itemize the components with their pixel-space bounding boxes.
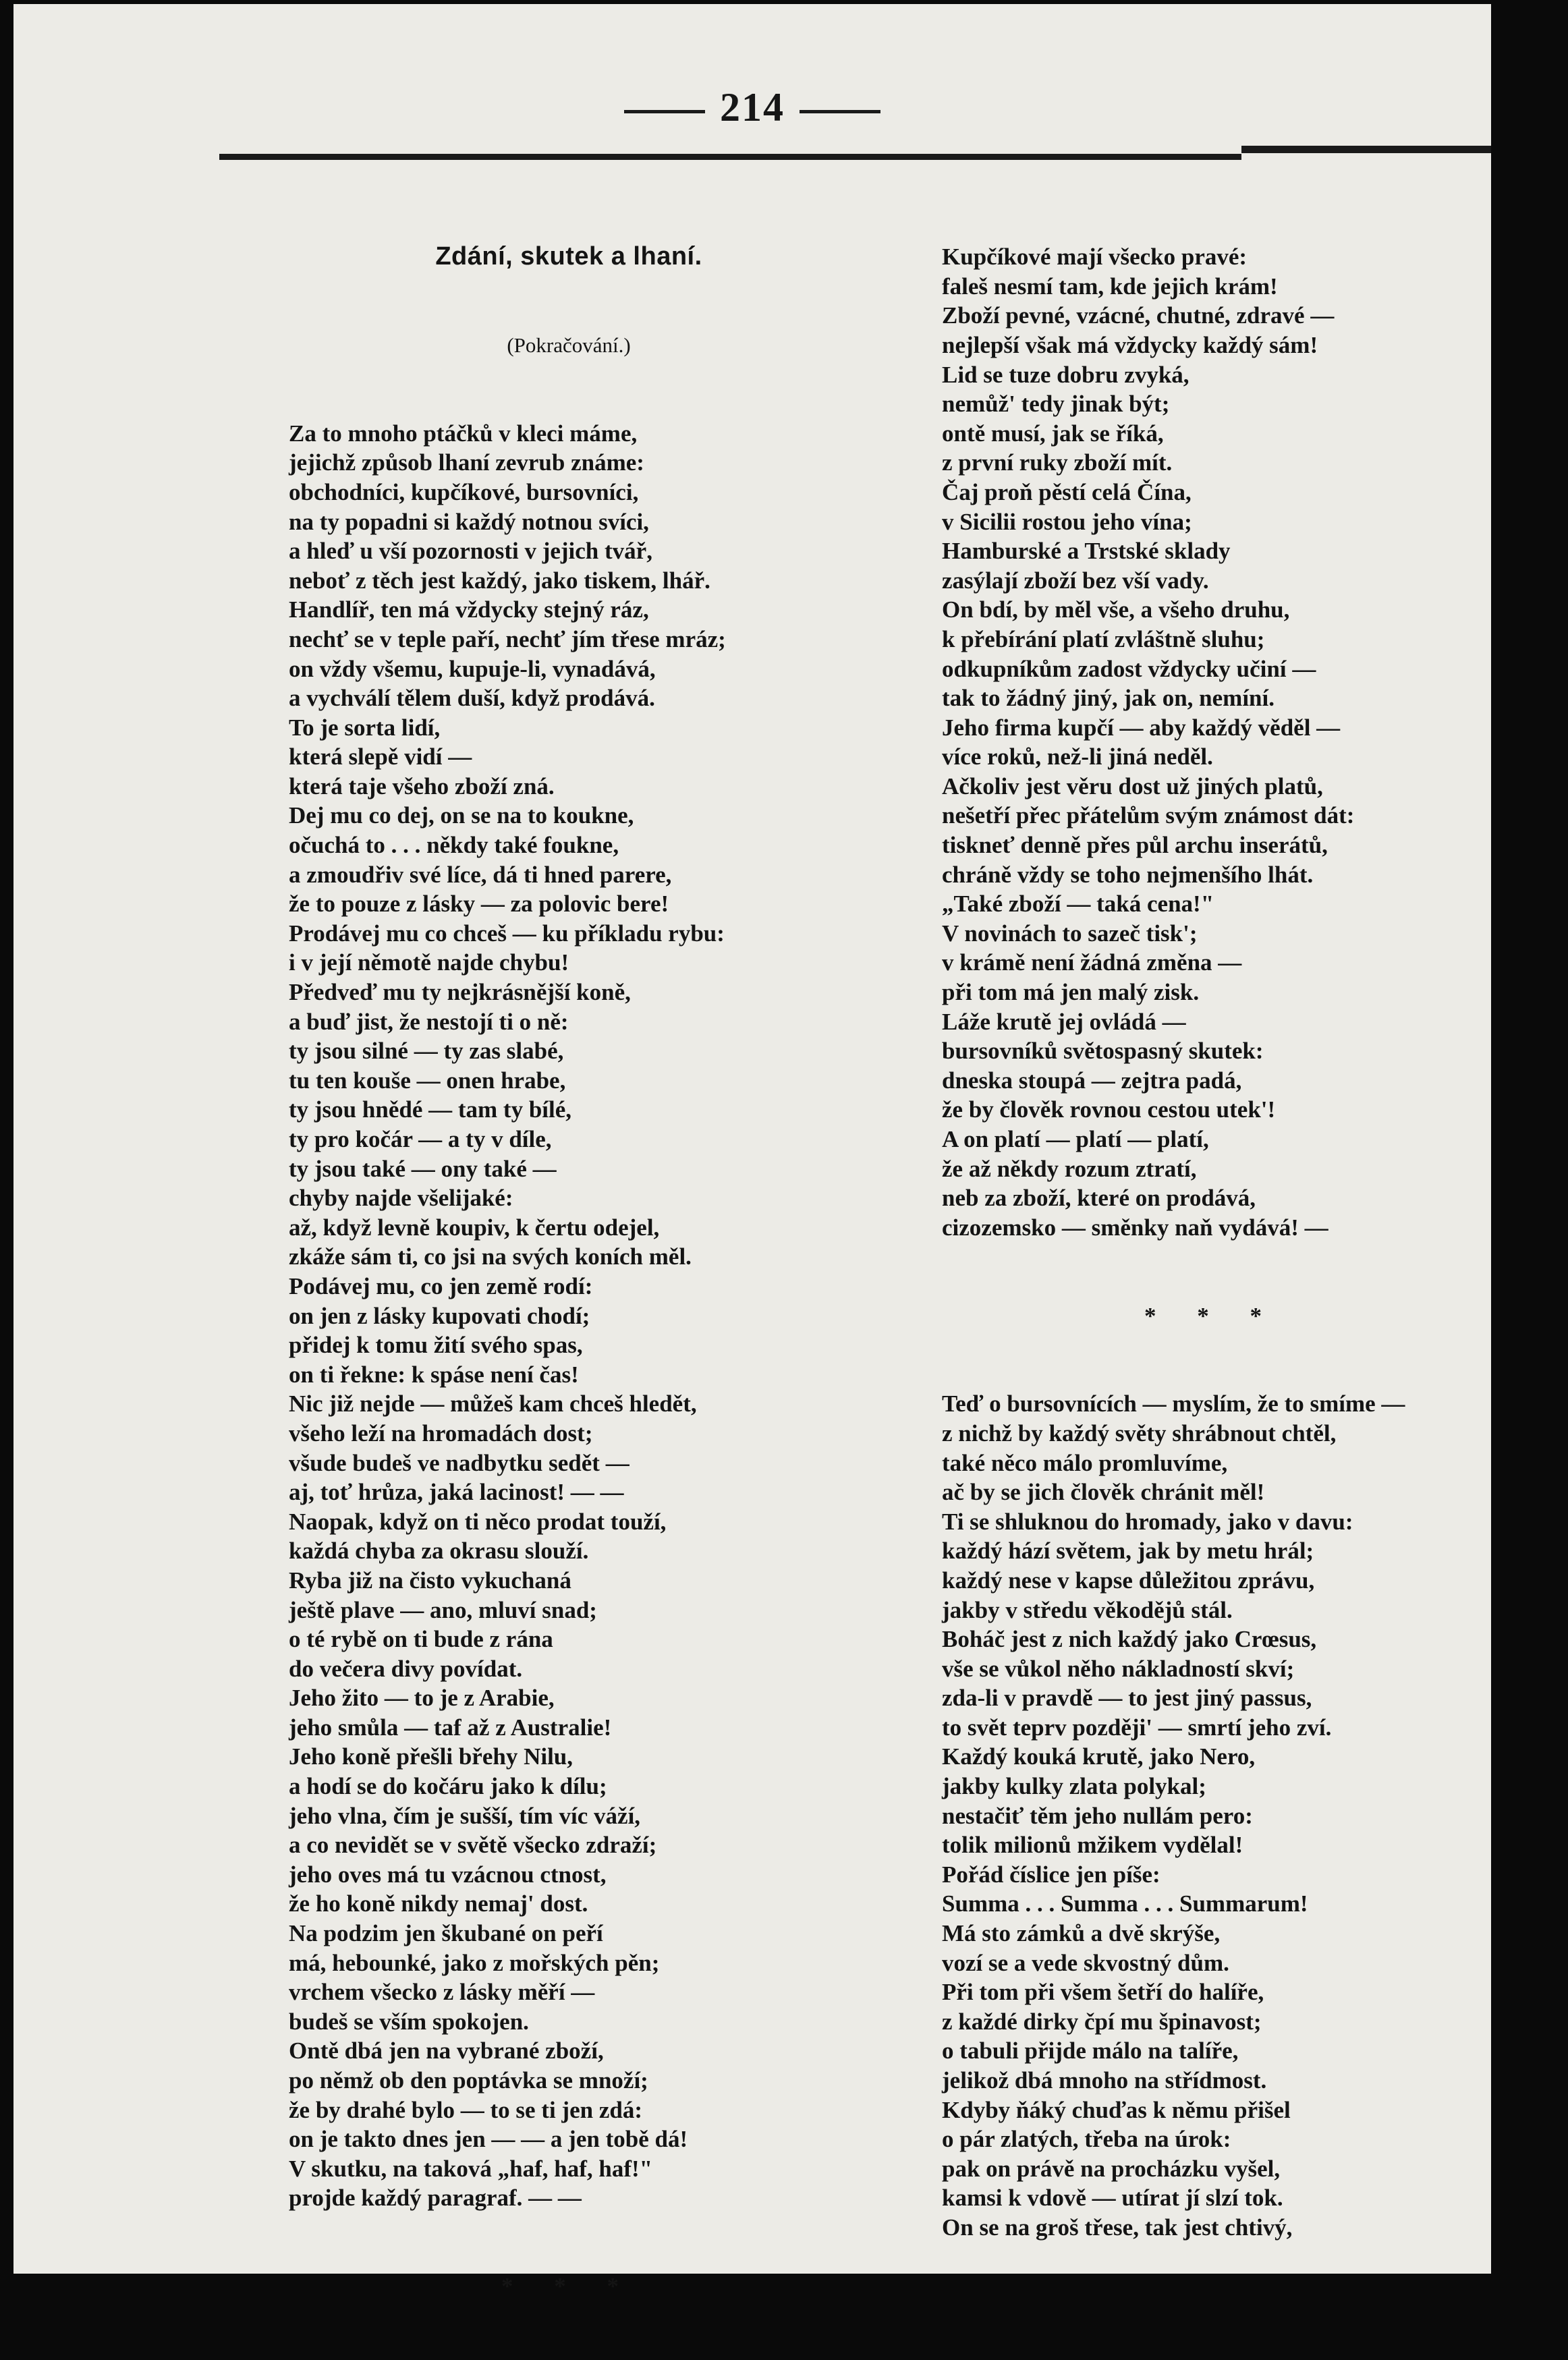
verse-line: cizozemsko — směnky naň vydává! —	[942, 1214, 1328, 1241]
verse-line: každý nese v kapse důležitou zprávu,	[942, 1567, 1315, 1594]
verse-line: tak to žádný jiný, jak on, nemíní.	[942, 685, 1275, 712]
header-rule-right	[800, 110, 880, 113]
verse-line: On bdí, by měl vše, a všeho druhu,	[942, 596, 1290, 623]
verse-line: ty jsou hnědé — tam ty bílé,	[289, 1096, 572, 1123]
verse-line: ty jsou silné — ty zas slabé,	[289, 1038, 564, 1065]
verse-line: která slepě vidí —	[289, 743, 472, 770]
verse-line: jakby kulky zlata polykal;	[942, 1773, 1206, 1800]
verse-line: Ryba již na čisto vykuchaná	[289, 1567, 571, 1594]
page-number-header	[13, 84, 1491, 131]
verse-line: Teď o bursovnících — myslím, že to smíme —	[942, 1390, 1405, 1417]
verse-line: i v její němotě najde chybu!	[289, 949, 569, 976]
verse-line: že to pouze z lásky — za polovic bere!	[289, 891, 669, 918]
verse-line: o tabuli přijde málo na talíře,	[942, 2038, 1239, 2064]
section-separator-right: * * *	[1144, 1302, 1279, 1329]
right-verse-lines-a	[942, 242, 1482, 1242]
verse-line: Jeho firma kupčí — aby každý věděl —	[942, 714, 1341, 741]
verse-line: on je takto dnes jen — — a jen tobě dá!	[289, 2126, 688, 2153]
verse-line: z každé dirky čpí mu špinavost;	[942, 2008, 1262, 2035]
verse-line: zkáže sám ti, co jsi na svých koních měl.	[289, 1243, 692, 1270]
verse-line: Jeho koně přešli břehy Nilu,	[289, 1743, 573, 1770]
verse-line: on ti řekne: k spáse není čas!	[289, 1361, 579, 1388]
right-column	[942, 184, 1482, 2301]
verse-line: na ty popadni si každý notnou svíci,	[289, 508, 649, 535]
verse-line: Podávej mu, co jen země rodí:	[289, 1272, 593, 1299]
verse-line: bursovníků světospasný skutek:	[942, 1038, 1264, 1065]
verse-line: přidej k tomu žití svého spas,	[289, 1332, 583, 1359]
verse-line: Naopak, když on ti něco prodat touží,	[289, 1508, 667, 1535]
verse-line: Jeho žito — to je z Arabie,	[289, 1685, 555, 1712]
verse-line: má, hebounké, jako z mořských pěn;	[289, 1949, 660, 1976]
verse-line: Lid se tuze dobru zvyká,	[942, 361, 1189, 388]
section-separator-left: * * *	[501, 2273, 636, 2300]
verse-line: zda-li v pravdě — to jest jiný passus,	[942, 1685, 1312, 1712]
verse-line: Ačkoliv jest věru dost už jiných platů,	[942, 772, 1323, 799]
verse-line: On se na groš třese, tak jest chtivý,	[942, 2214, 1293, 2241]
verse-line: všeho leží na hromadách dost;	[289, 1420, 593, 1446]
verse-line: nemůž' tedy jinak být;	[942, 391, 1170, 418]
verse-line: v Sicilii rostou jeho vína;	[942, 508, 1192, 535]
verse-line: to svět teprv později' — smrtí jeho zví.	[942, 1714, 1332, 1741]
verse-line: Láže krutě jej ovládá —	[942, 1008, 1186, 1035]
verse-line: až, když levně koupiv, k čertu odejel,	[289, 1214, 660, 1241]
verse-line: Nic již nejde — můžeš kam chceš hledět,	[289, 1390, 697, 1417]
verse-line: nestačiť těm jeho nullám pero:	[942, 1802, 1253, 1829]
verse-line: V skutku, na taková „haf, haf, haf!"	[289, 2155, 653, 2182]
verse-line: ontě musí, jak se říká,	[942, 420, 1164, 447]
verse-line: Summa . . . Summa . . . Summarum!	[942, 1890, 1308, 1917]
verse-line: Za to mnoho ptáčků v kleci máme,	[289, 420, 638, 447]
verse-line: aj, toť hrůza, jaká lacinost! — —	[289, 1479, 624, 1506]
verse-line: ač by se jich člověk chránit měl!	[942, 1479, 1265, 1506]
verse-line: „Také zboží — taká cena!"	[942, 891, 1214, 918]
verse-line: faleš nesmí tam, kde jejich krám!	[942, 273, 1278, 300]
verse-line: a hleď u vší pozornosti v jejich tvář,	[289, 538, 652, 565]
verse-line: jakby v středu věkodějů stál.	[942, 1596, 1233, 1623]
poem-title: Zdání, skutek a lhaní.	[435, 242, 702, 271]
verse-line: nejlepší však má vždycky každý sám!	[942, 331, 1318, 358]
verse-line: Má sto zámků a dvě skrýše,	[942, 1920, 1221, 1947]
verse-line: a buď jist, že nestojí ti o ně:	[289, 1008, 569, 1035]
header-rule-left	[624, 110, 705, 113]
verse-line: ty jsou také — ony také —	[289, 1155, 557, 1182]
verse-line: že ho koně nikdy nemaj' dost.	[289, 1890, 588, 1917]
verse-line: ještě plave — ano, mluví snad;	[289, 1596, 597, 1623]
verse-line: vše se vůkol něho nákladností skví;	[942, 1655, 1295, 1682]
verse-line: jejichž způsob lhaní zevrub známe:	[289, 449, 644, 476]
verse-line: chyby najde všelijaké:	[289, 1185, 513, 1212]
top-rule-right	[1241, 146, 1491, 153]
verse-line: Ti se shluknou do hromady, jako v davu:	[942, 1508, 1353, 1535]
verse-line: každá chyba za okrasu slouží.	[289, 1538, 589, 1565]
verse-line: jeho vlna, čím je sušší, tím víc váží,	[289, 1802, 641, 1829]
verse-line: Hamburské a Trstské sklady	[942, 538, 1231, 565]
verse-line: tiskneť denně přes půl archu inserátů,	[942, 832, 1328, 859]
verse-line: nechť se v teple paří, nechť jím třese mráz;	[289, 625, 726, 652]
verse-line: Zboží pevné, vzácné, chutné, zdravé —	[942, 302, 1335, 329]
verse-line: chráně vždy se toho nejmenšího lhát.	[942, 861, 1314, 888]
verse-line: on jen z lásky kupovati chodí;	[289, 1302, 590, 1329]
verse-line: Čaj proň pěstí celá Čína,	[942, 478, 1192, 505]
verse-line: a vychválí tělem duší, když prodává.	[289, 685, 655, 712]
verse-line: že by člověk rovnou cestou utek'!	[942, 1096, 1276, 1123]
verse-line: že až někdy rozum ztratí,	[942, 1155, 1197, 1182]
verse-line: odkupníkům zadost vždycky učiní —	[942, 655, 1316, 682]
verse-line: Boháč jest z nich každý jako Crœsus,	[942, 1626, 1317, 1653]
verse-line: o pár zlatých, třeba na úrok:	[942, 2126, 1231, 2153]
verse-line: zasýlají zboží bez vší vady.	[942, 567, 1209, 594]
top-rule	[219, 154, 1241, 160]
verse-line: Předveď mu ty nejkrásnější koně,	[289, 979, 631, 1006]
verse-line: Na podzim jen škubané on peří	[289, 1920, 603, 1947]
left-verse-lines	[289, 419, 849, 2213]
verse-line: pak on právě na procházku vyšel,	[942, 2155, 1281, 2182]
verse-line: Kupčíkové mají všecko pravé:	[942, 244, 1248, 271]
verse-line: že by drahé bylo — to se ti jen zdá:	[289, 2096, 642, 2123]
verse-line: Dej mu co dej, on se na to koukne,	[289, 802, 634, 829]
verse-line: z první ruky zboží mít.	[942, 449, 1173, 476]
verse-line: V novinách to sazeč tisk';	[942, 920, 1198, 947]
verse-line: To je sorta lidí,	[289, 714, 441, 741]
verse-line: ty pro kočár — a ty v díle,	[289, 1126, 552, 1152]
verse-line: Ontě dbá jen na vybrané zboží,	[289, 2038, 604, 2064]
verse-line: jeho smůla — taf až z Australie!	[289, 1714, 612, 1741]
verse-line: po němž ob den poptávka se množí;	[289, 2067, 648, 2094]
verse-line: A on platí — platí — platí,	[942, 1126, 1209, 1152]
verse-line: a co nevidět se v světě všecko zdraží;	[289, 1832, 657, 1859]
right-verse-lines-b	[942, 1389, 1482, 2242]
verse-line: jelikož dbá mnoho na střídmost.	[942, 2067, 1267, 2094]
verse-line: tolik milionů mžikem vydělal!	[942, 1832, 1243, 1859]
verse-line: Kdyby ňáký chuďas k němu přišel	[942, 2096, 1291, 2123]
verse-line: projde každý paragraf. — —	[289, 2185, 582, 2212]
verse-line: také něco málo promluvíme,	[942, 1449, 1228, 1476]
verse-line: Handlíř, ten má vždycky stejný ráz,	[289, 596, 649, 623]
verse-line: a hodí se do kočáru jako k dílu;	[289, 1773, 607, 1800]
verse-line: a zmoudřiv své líce, dá ti hned parere,	[289, 861, 672, 888]
verse-line: do večera divy povídat.	[289, 1655, 523, 1682]
verse-line: Prodávej mu co chceš — ku příkladu rybu:	[289, 920, 725, 947]
verse-line: kamsi k vdově — utírat jí slzí tok.	[942, 2185, 1283, 2212]
verse-line: z nichž by každý světy shrábnout chtěl,	[942, 1420, 1337, 1446]
poem-subtitle: (Pokračování.)	[507, 333, 631, 357]
verse-line: vrchem všecko z lásky měří —	[289, 1979, 595, 2006]
verse-line: tu ten kouše — onen hrabe,	[289, 1067, 566, 1094]
verse-line: neb za zboží, které on prodává,	[942, 1185, 1256, 1212]
verse-line: očuchá to . . . někdy také foukne,	[289, 832, 619, 859]
verse-line: Při tom při všem šetří do halíře,	[942, 1979, 1264, 2006]
verse-line: Každý kouká krutě, jako Nero,	[942, 1743, 1256, 1770]
verse-line: on vždy všemu, kupuje-li, vynadává,	[289, 655, 656, 682]
verse-line: o té rybě on ti bude z rána	[289, 1626, 553, 1653]
verse-line: v krámě není žádná změna —	[942, 949, 1242, 976]
verse-line: více roků, než-li jiná neděl.	[942, 743, 1213, 770]
verse-line: neboť z těch jest každý, jako tiskem, lhář.	[289, 567, 710, 594]
verse-line: každý hází světem, jak by metu hrál;	[942, 1538, 1314, 1565]
verse-line: budeš se vším spokojen.	[289, 2008, 529, 2035]
verse-line: nešetří přec přátelům svým známost dát:	[942, 802, 1355, 829]
verse-line: vozí se a vede skvostný dům.	[942, 1949, 1229, 1976]
verse-line: jeho oves má tu vzácnou ctnost,	[289, 1861, 607, 1888]
verse-line: dneska stoupá — zejtra padá,	[942, 1067, 1242, 1094]
verse-line: všude budeš ve nadbytku sedět —	[289, 1449, 629, 1476]
verse-line: obchodníci, kupčíkové, bursovníci,	[289, 478, 639, 505]
page-number: 214	[720, 85, 785, 130]
verse-line: k přebírání platí zvláštně sluhu;	[942, 625, 1265, 652]
page-sheet	[13, 4, 1491, 2300]
left-column	[289, 184, 849, 2360]
verse-line: při tom má jen malý zisk.	[942, 979, 1200, 1006]
verse-line: Pořád číslice jen píše:	[942, 1861, 1160, 1888]
verse-line: která taje všeho zboží zná.	[289, 772, 555, 799]
